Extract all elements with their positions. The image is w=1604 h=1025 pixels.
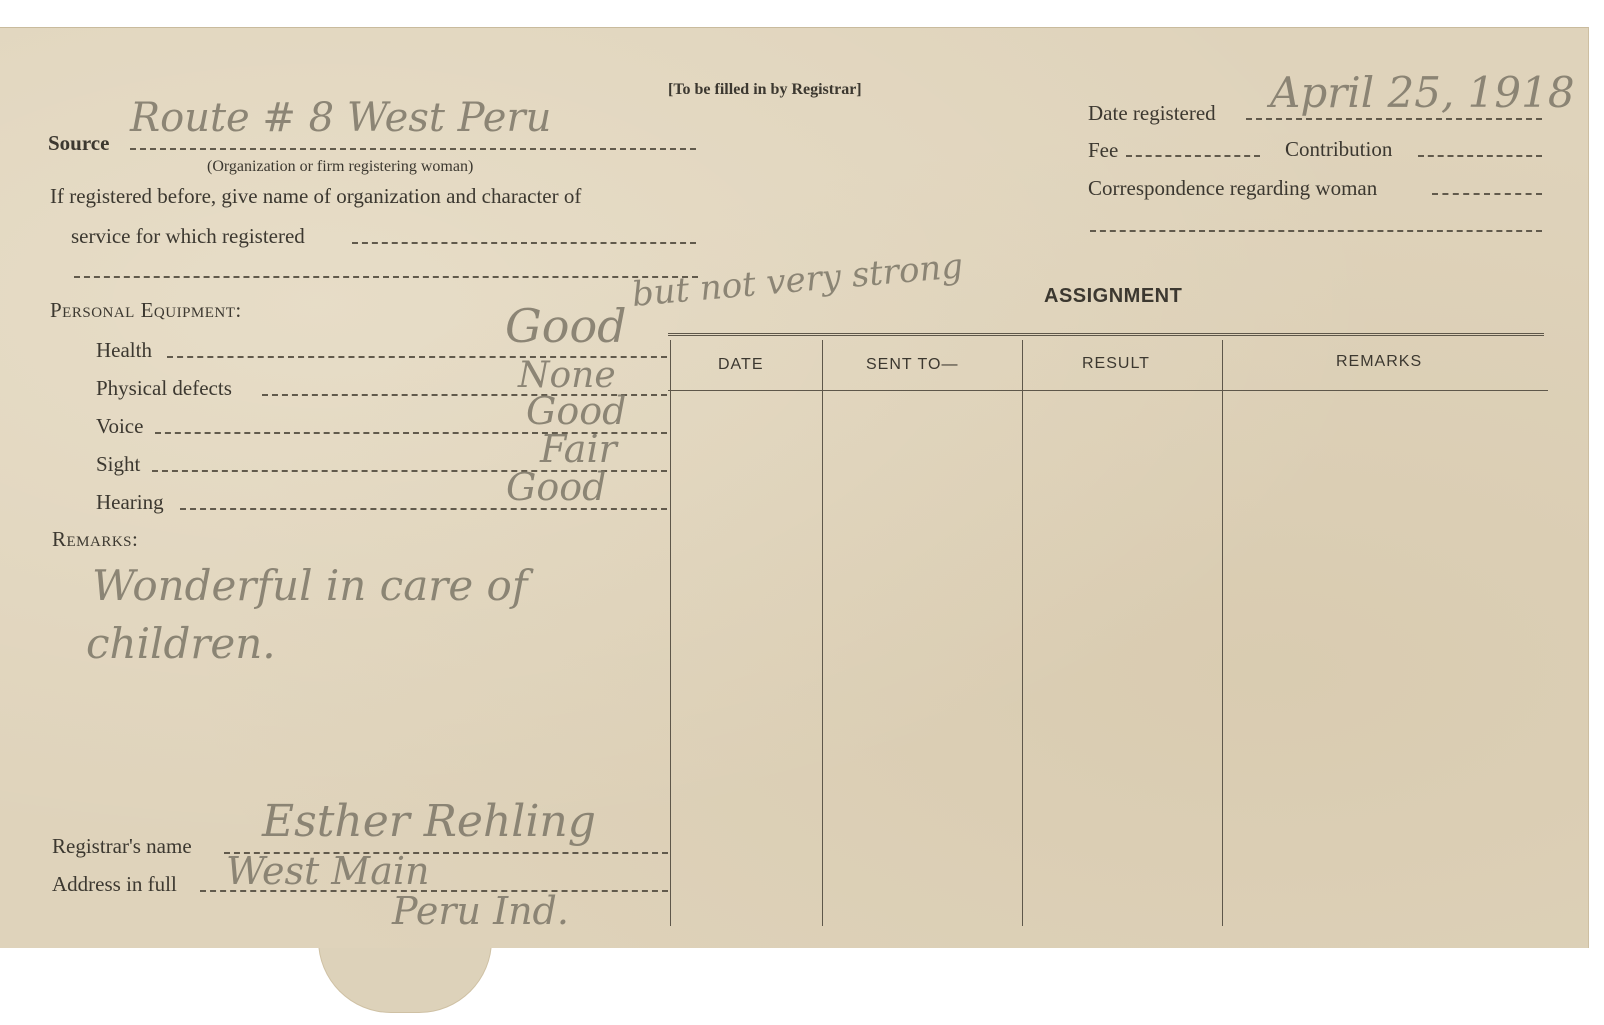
assignment-divider-3 [1222, 340, 1223, 926]
assignment-col-remarks: REMARKS [1336, 353, 1423, 370]
sight-value: Fair [540, 427, 617, 471]
address-line-2: Peru Ind. [392, 889, 569, 933]
physical-defects-value: None [518, 355, 616, 396]
assignment-divider-2 [1022, 340, 1023, 926]
contribution-line [1418, 155, 1542, 157]
date-line [1246, 118, 1542, 120]
hearing-line [180, 508, 667, 510]
date-registered-label: Date registered [1088, 101, 1216, 125]
source-label: Source [48, 131, 110, 155]
correspondence-line [1432, 193, 1542, 195]
registrar-name-label: Registrar's name [52, 834, 192, 858]
contribution-label: Contribution [1285, 137, 1393, 161]
fee-line [1126, 155, 1260, 157]
assignment-header-rule [668, 390, 1548, 391]
remarks-line-1: Wonderful in care of [92, 561, 528, 610]
source-value: Route # 8 West Peru [130, 95, 552, 141]
assignment-border-left [670, 340, 671, 926]
assignment-col-sent-to: SENT TO— [866, 356, 959, 373]
service-line [352, 242, 696, 244]
remarks-line-2: children. [86, 619, 276, 668]
personal-equipment-heading: Personal Equipment: [50, 298, 242, 322]
voice-label: Voice [96, 414, 144, 438]
sight-label: Sight [96, 452, 141, 476]
health-label: Health [96, 338, 152, 362]
fee-label: Fee [1088, 138, 1119, 162]
address-line-1: West Main [226, 849, 430, 893]
physical-defects-label: Physical defects [96, 376, 232, 400]
prior-registration-text: If registered before, give name of organization and character of [50, 184, 582, 208]
voice-value: Good [526, 389, 627, 433]
registrar-name-value: Esther Rehling [262, 796, 596, 847]
address-label: Address in full [52, 872, 177, 896]
health-note: but not very strong [630, 246, 965, 315]
registrar-note: [To be filled in by Registrar] [668, 81, 862, 98]
health-value: Good [505, 299, 627, 353]
prior-registration-service: service for which registered [71, 224, 305, 248]
date-registered-value: April 25, 1918 [1270, 68, 1575, 117]
remarks-heading: Remarks: [52, 527, 139, 551]
assignment-col-date: DATE [718, 356, 764, 373]
source-line [130, 148, 696, 150]
source-caption: (Organization or firm registering woman) [207, 158, 474, 175]
hearing-value: Good [506, 465, 607, 509]
correspondence-line-2 [1090, 230, 1542, 232]
hearing-label: Hearing [96, 490, 164, 514]
blank-line [74, 276, 698, 278]
card-tab [318, 940, 492, 1013]
assignment-top-rule [668, 333, 1544, 336]
assignment-divider-1 [822, 340, 823, 926]
assignment-title: ASSIGNMENT [1044, 285, 1183, 307]
assignment-col-result: RESULT [1082, 355, 1150, 372]
correspondence-label: Correspondence regarding woman [1088, 176, 1378, 200]
